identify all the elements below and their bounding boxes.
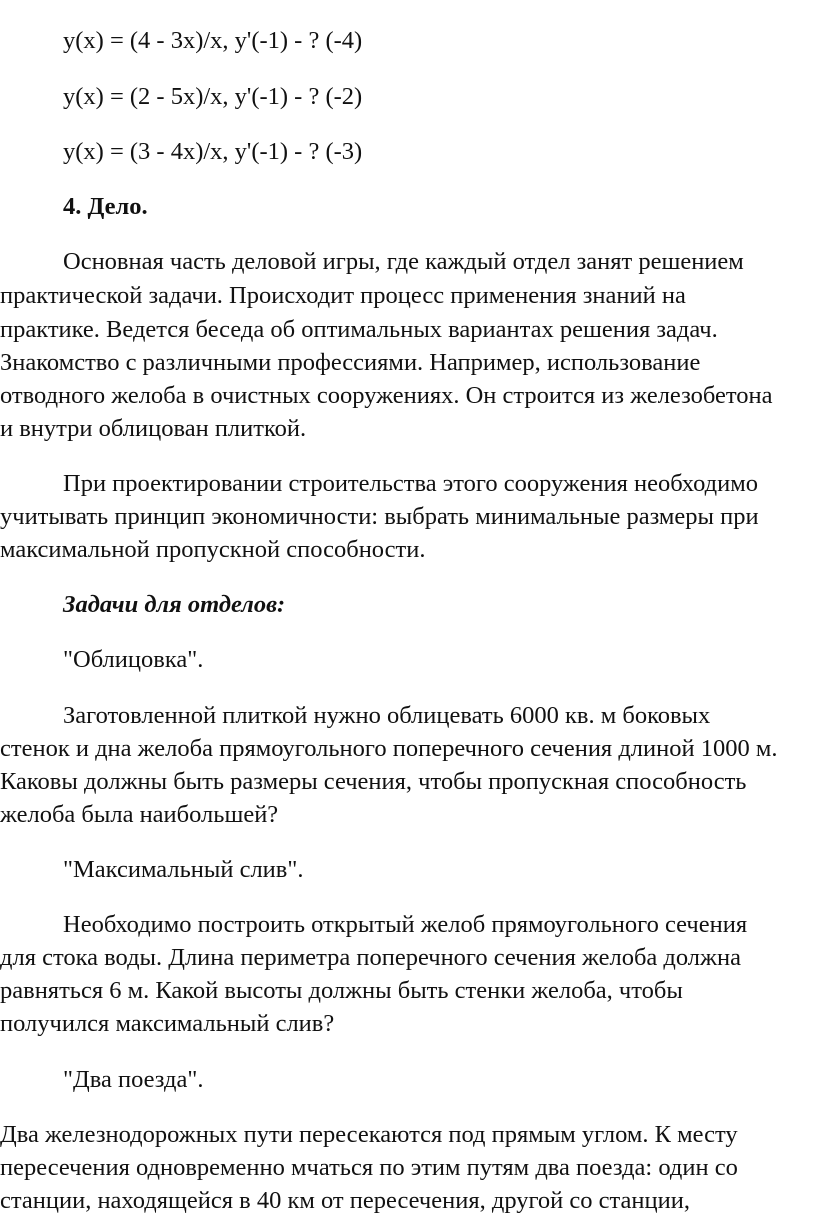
paragraph-line: При проектировании строительства этого сооружения необходимо [63, 470, 758, 497]
formula-line: y(x) = (3 - 4x)/x, y'(-1) - ? (-3) [63, 138, 363, 165]
task-title: "Два поезда". [63, 1066, 204, 1093]
task-line: стенок и дна желоба прямоугольного поперечного сечения длиной 1000 м. [0, 735, 778, 762]
task-line: получился максимальный слив? [0, 1010, 335, 1037]
paragraph-line: максимальной пропускной способности. [0, 536, 426, 563]
paragraph-line: учитывать принцип экономичности: выбрать минимальные размеры при [0, 503, 759, 530]
task-line: желоба была наибольшей? [0, 801, 279, 828]
task-line: пересечения одновременно мчаться по этим путям два поезда: один со [0, 1154, 738, 1181]
paragraph-line: Знакомство с различными профессиями. Например, использование [0, 349, 701, 376]
paragraph-line: отводного желоба в очистных сооружениях. Он строится из железобетона [0, 382, 773, 409]
paragraph-line: и внутри облицован плиткой. [0, 415, 307, 442]
task-line: для стока воды. Длина периметра поперечного сечения желоба должна [0, 944, 741, 971]
task-title: "Облицовка". [63, 646, 204, 673]
section-heading: 4. Дело. [63, 193, 148, 220]
paragraph-line: практике. Ведется беседа об оптимальных вариантах решения задач. [0, 316, 718, 343]
task-title: "Максимальный слив". [63, 856, 304, 883]
task-line: Заготовленной плиткой нужно облицевать 6000 кв. м боковых [63, 702, 711, 729]
task-line: станции, находящейся в 40 км от пересечения, другой со станции, [0, 1187, 690, 1214]
formula-line: y(x) = (4 - 3x)/x, y'(-1) - ? (-4) [63, 27, 363, 54]
task-line: Каковы должны быть размеры сечения, чтобы пропускная способность [0, 768, 747, 795]
task-line: равняться 6 м. Какой высоты должны быть стенки желоба, чтобы [0, 977, 683, 1004]
formula-line: y(x) = (2 - 5x)/x, y'(-1) - ? (-2) [63, 83, 363, 110]
paragraph-line: практической задачи. Происходит процесс применения знаний на [0, 282, 686, 309]
task-line: Два железнодорожных пути пересекаются под прямым углом. К месту [0, 1121, 738, 1148]
tasks-heading: Задачи для отделов: [63, 591, 286, 618]
paragraph-line: Основная часть деловой игры, где каждый отдел занят решением [63, 248, 744, 275]
task-line: Необходимо построить открытый желоб прямоугольного сечения [63, 911, 748, 938]
